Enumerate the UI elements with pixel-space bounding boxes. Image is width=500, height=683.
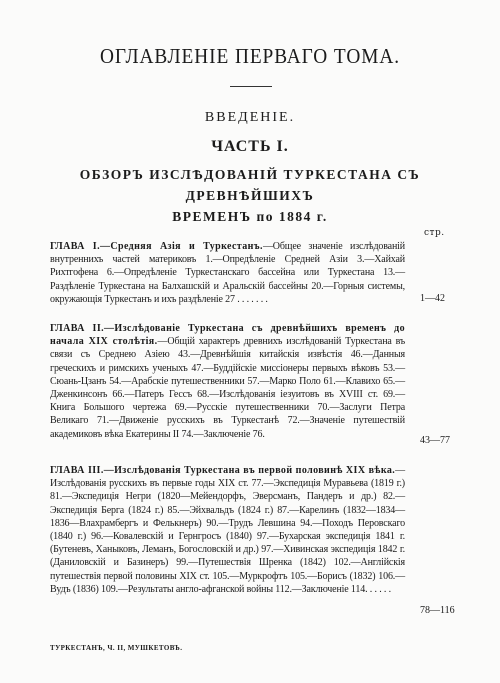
chapter-1-pages: 1—42	[420, 293, 445, 304]
footer-signature: ТУРКЕСТАНЪ, Ч. II, МУШКЕТОВЪ.	[50, 644, 183, 652]
chapter-3-text: —Изслѣдованія русскихъ въ первые годы XIX ст. 77.—Экспедиція Муравьева (1819 г.) 81.—Экспедиція Негри (1820—Мейендорфъ, Эверсманъ, Пандеръ и др.) 82.—Экспедиція Берга (1824 г.) 85.—Эйхвальдъ (1824 г.) 87.—Карелинъ (1832—1834—1836—Влахрамбергъ и Фелькнеръ) 90.—Трудъ Левшина 94.—Походъ Перовскаго (1840 г.) 96.—Ковалевскій и Гернгросъ (1840) 97.—Бухарская экспедиція 1841 г. (Бутеневъ, Ханыковъ, Леманъ, Богословскій и др.) 97.—Хивинская экспедиція 1842 г. (Даниловскій и Базинеръ) 99.—Путешествія Шренка (1842) 102.—Англійскія путешествія первой половины XIX ст. 105.—Муркрофтъ 105.—Борисъ (1832) 106.—Вудъ (1836) 109.—Результаты англо-афганской войны 112.—Заключеніе 114. . . . . .	[50, 465, 405, 595]
introduction-heading: ВВЕДЕНІЕ.	[204, 110, 296, 125]
chapter-2-entry	[50, 322, 405, 441]
chapter-3-pages: 78—116	[420, 605, 455, 616]
chapter-2-title: ГЛАВА ІІ.—Изслѣдованіе Туркестана съ древнѣйшихъ временъ до начала XIX столѣтія.	[50, 323, 405, 348]
part-heading: ЧАСТЬ І.	[211, 138, 289, 155]
chapter-2-text: —Общій характеръ древнихъ изслѣдованій Туркестана въ связи съ Среднею Азіею 43.—Древнѣйшія китайскія извѣстія 46.—Данныя греческихъ и римскихъ ученыхъ 47.—Буддійскіе миссіонеры первыхъ вѣковъ 53.—Сюань-Цзанъ 54.—Арабскіе путешественники 57.—Марко Поло 61.—Клавихо 65.—Дженкинсонъ 66.—Патеръ Гессъ 68.—Изслѣдованія іезуитовъ въ XVIII ст. 69.—Книга Большого чертежа 69.—Русскіе путешественники 70.—Заслуги Петра Великаго 71.—Движеніе русскихъ въ Туркестанѣ 72.—Значеніе путешествій академиковъ вѣка Екатерины II 74.—Заключеніе 76.	[50, 336, 405, 440]
chapter-1-text: —Общее значеніе изслѣдованій внутреннихъ частей материковъ 1.—Опредѣленіе Средней Азіи 3.—Хайхай Рихтгофена 6.—Опредѣленіе Туркестанскаго бассейна или Туркестана 13.—Раздѣленіе Туркестана на Балхашскій и Аральскій бассейны 20.—Горныя системы, окружающія Туркестанъ и ихъ раздѣленіе 27 . . . . . . .	[50, 241, 405, 305]
chapter-2-pages: 43—77	[420, 435, 450, 446]
section-heading-line2: ВРЕМЕНЪ по 1884 г.	[172, 209, 328, 224]
chapter-1-title: ГЛАВА І.—Средняя Азія и Туркестанъ.	[50, 241, 263, 252]
section-heading-line1: ОБЗОРЪ ИЗСЛѢДОВАНІЙ ТУРКЕСТАНА СЪ ДРЕВНѢЙШИХЪ	[79, 167, 421, 203]
chapter-3-title: ГЛАВА ІІІ.—Изслѣдованія Туркестана въ первой половинѣ XIX вѣка.	[50, 465, 396, 476]
page-column-label: стр.	[424, 228, 445, 238]
chapter-1-entry	[50, 240, 405, 306]
title-rule	[230, 86, 272, 87]
section-heading	[40, 164, 460, 227]
page-title: ОГЛАВЛЕНІЕ ПЕРВАГО ТОМА.	[100, 44, 400, 68]
chapter-3-entry	[50, 464, 405, 596]
